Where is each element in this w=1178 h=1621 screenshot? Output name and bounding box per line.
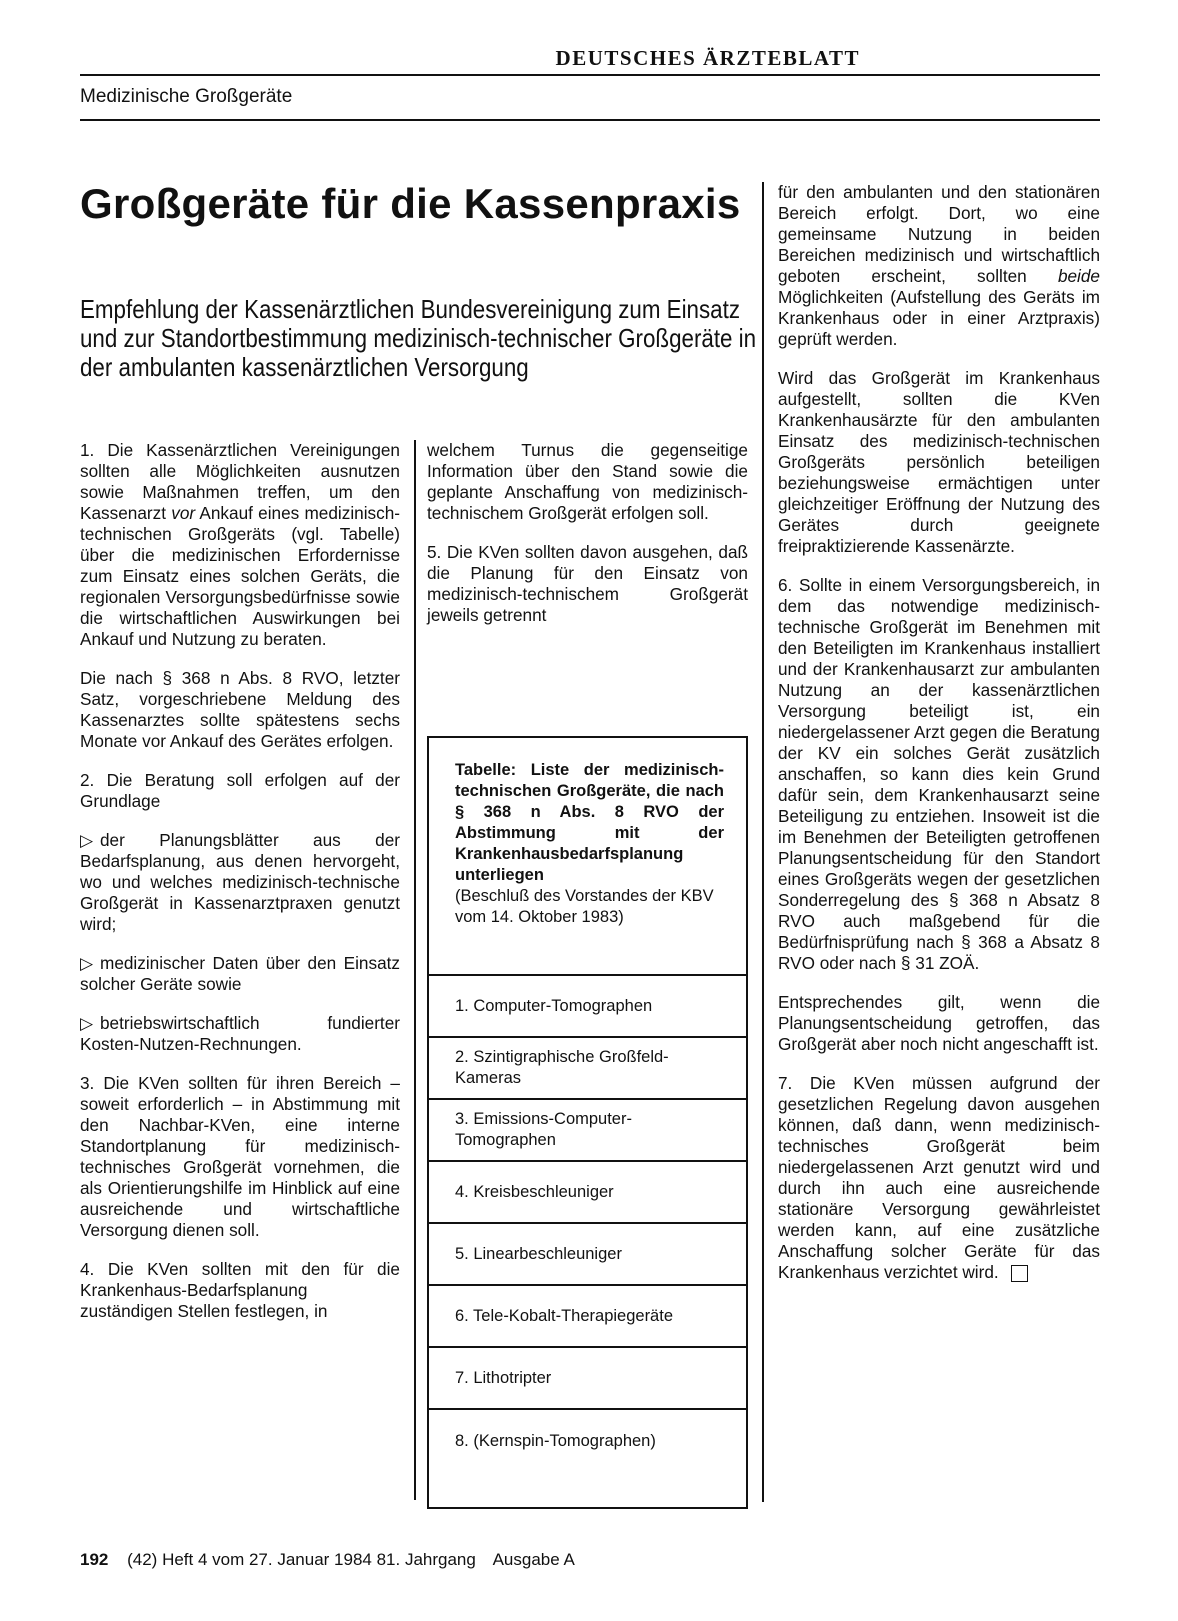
bullet-item: ▷ betriebswirtschaftlich fundierter Kosten-Nutzen-Rechnungen. — [80, 1013, 400, 1054]
triangle-bullet-icon: ▷ — [80, 1013, 94, 1033]
table-row: 8. (Kernspin-Tomographen) — [455, 1431, 656, 1450]
equipment-table — [427, 736, 748, 1509]
paragraph: 1. Die Kassenärztlichen Vereinigungen sollten alle Möglichkeiten ausnutzen sowie Maßnahmen treffen, um den Kassenarzt vor Ankauf eines medizinisch-technischen Großgeräts (vgl. Tabelle) über die medizinischen Erfordernisse zum Einsatz eines solchen Geräts, die regionalen Versorgungsbedürfnisse sowie die wirtschaftlichen Auswirkungen bei Ankauf und Nutzung zu beraten. — [80, 440, 400, 649]
table-row: 5. Linearbeschleuniger — [429, 1224, 746, 1286]
bullet-item: ▷ medizinischer Daten über den Einsatz solcher Geräte sowie — [80, 953, 400, 994]
end-of-article-icon — [1011, 1265, 1028, 1282]
article-title: Großgeräte für die Kassenpraxis — [80, 180, 741, 227]
paragraph: Die nach § 368 n Abs. 8 RVO, letzter Satz, vorgeschriebene Meldung des Kassenarztes sollte spätestens sechs Monate vor Ankauf des Gerätes erfolgen. — [80, 668, 400, 751]
table-caption-note: (Beschluß des Vorstandes der KBV vom 14. Oktober 1983) — [455, 887, 714, 926]
table-row: 7. Lithotripter — [429, 1348, 746, 1410]
bullet-item: ▷ der Planungsblätter aus der Bedarfsplanung, aus denen hervorgeht, wo und welches medizinisch-technische Großgerät in Kassenarztpraxen genutzt wird; — [80, 830, 400, 934]
paragraph: Entsprechendes gilt, wenn die Planungsentscheidung getroffen, das Großgerät aber noch nicht angeschafft ist. — [778, 992, 1100, 1054]
paragraph: 2. Die Beratung soll erfolgen auf der Grundlage — [80, 770, 400, 811]
table-row: 6. Tele-Kobalt-Therapiegeräte — [429, 1286, 746, 1348]
table-row: 3. Emissions-Computer-Tomographen — [429, 1100, 746, 1162]
paragraph: 6. Sollte in einem Versorgungsbereich, in dem das notwendige medizinisch-technische Großgerät im Benehmen mit den Beteiligten im Krankenhaus installiert und der Krankenhausarzt zur ambulanten Nutzung an der kassenärztlichen Versorgung beteiligt ist, ein niedergelassener Arzt gegen die Beratung der KV ein solches Gerät zusätzlich anschaffen, so kann dies kein Grund dafür sein, dem Krankenhausarzt seine Beteiligung zu entziehen. Insoweit ist die im Benehmen der Beteiligten getroffenen Planungsentscheidung für den Standort eines Großgeräts wegen der gesetzlichen Sonderregelung des § 368 n Absatz 8 RVO auch maßgebend für die Bedürfnisprüfung nach § 368 a Absatz 8 RVO oder nach § 31 ZOÄ. — [778, 575, 1100, 973]
volume-info: 81. Jahrgang — [376, 1550, 476, 1569]
section-label: Medizinische Großgeräte — [80, 86, 293, 107]
paragraph: 7. Die KVen müssen aufgrund der gesetzlichen Regelung davon ausgehen können, daß dann, wenn medizinisch-technisches Großgerät beim niedergelassenen Arzt genutzt wird und durch ihn auch eine ausreichende stationäre Versorgung gewährleistet werden kann, auf eine zusätzliche Anschaffung solcher Geräte für das Krankenhaus verzichtet wird. — [778, 1073, 1100, 1282]
body-column-3 — [778, 182, 1100, 1301]
paragraph: 3. Die KVen sollten für ihren Bereich – soweit erforderlich – in Abstimmung mit den Nachbar-KVen, eine interne Standortplanung für medizinisch-technisches Großgerät vornehmen, die als Orientierungshilfe im Hinblick auf eine ausreichende und wirtschaftliche Versorgung dienen soll. — [80, 1073, 400, 1240]
page-number: 192 — [80, 1550, 109, 1569]
article-subtitle: Empfehlung der Kassenärztlichen Bundesvereinigung zum Einsatz und zur Standortbestimmung medizinisch-technischer Großgeräte in der ambulanten kassenärztlichen Versorgung — [80, 294, 757, 382]
table-caption-title: Tabelle: Liste der medizinisch-technischen Großgeräte, die nach § 368 n Abs. 8 RVO der Abstimmung mit der Krankenhausbedarfsplanung unterliegen — [455, 761, 724, 884]
edition-info: Ausgabe A — [492, 1550, 575, 1569]
column-divider — [414, 440, 416, 1500]
masthead-rule — [80, 74, 1100, 76]
issue-info: (42) Heft 4 vom 27. Januar 1984 — [127, 1550, 372, 1569]
table-row: 4. Kreisbeschleuniger — [429, 1162, 746, 1224]
table-caption — [429, 738, 746, 976]
paragraph: 4. Die KVen sollten mit den für die Krankenhaus-Bedarfsplanung zuständigen Stellen festlegen, in — [80, 1259, 400, 1321]
section-rule — [80, 119, 1100, 121]
table-row: 1. Computer-Tomographen — [429, 976, 746, 1038]
paragraph: für den ambulanten und den stationären Bereich erfolgt. Dort, wo eine gemeinsame Nutzung in beiden Bereichen medizinisch und wirtschaftlich geboten erscheint, sollten beide Möglichkeiten (Aufstellung des Geräts im Krankenhaus oder in einer Arztpraxis) geprüft werden. — [778, 182, 1100, 349]
paragraph: 5. Die KVen sollten davon ausgehen, daß die Planung für den Einsatz von medizinisch-technischem Großgerät jeweils getrennt — [427, 542, 748, 625]
body-column-2 — [427, 440, 748, 644]
triangle-bullet-icon: ▷ — [80, 953, 94, 973]
page-footer — [80, 1550, 575, 1570]
paragraph: welchem Turnus die gegenseitige Information über den Stand sowie die geplante Anschaffung von medizinisch-technischem Großgerät erfolgen soll. — [427, 440, 748, 523]
table-row: 2. Szintigraphische Großfeld-Kameras — [429, 1038, 746, 1100]
column-divider — [762, 182, 764, 1502]
body-column-1 — [80, 440, 400, 1340]
masthead: DEUTSCHES ÄRZTEBLATT — [555, 46, 860, 70]
paragraph: Wird das Großgerät im Krankenhaus aufgestellt, sollten die KVen Krankenhausärzte für den ambulanten Einsatz des medizinisch-technischen Großgeräts persönlich beteiligen beziehungsweise ermächtigen unter gleichzeitiger Eröffnung der Nutzung des Gerätes durch geeignete freipraktizierende Kassenärzte. — [778, 368, 1100, 556]
triangle-bullet-icon: ▷ — [80, 830, 94, 850]
